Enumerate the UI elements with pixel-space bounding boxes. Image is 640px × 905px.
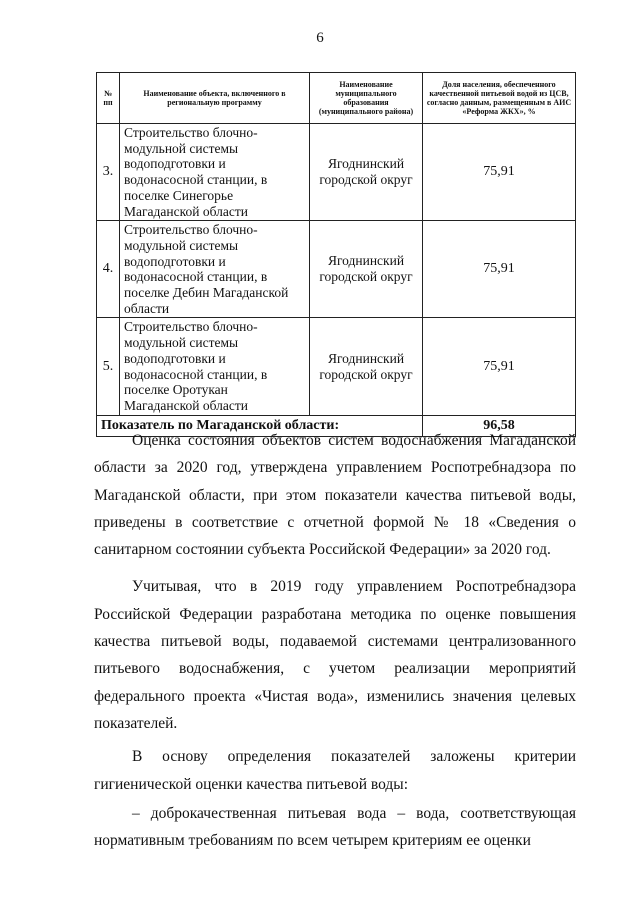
row-population-share: 75,91 — [423, 318, 576, 415]
header-num: № пп — [97, 73, 120, 124]
header-population-share: Доля населения, обеспеченного качественной питьевой водой из ЦСВ, согласно данным, размещенным в АИС «Реформа ЖКХ», % — [423, 73, 576, 124]
paragraph-criteria-intro: В основу определения показателей заложены критерии гигиенической оценки качества питьевой воды: — [94, 748, 576, 793]
total-value: 96,58 — [423, 415, 576, 436]
page-number: 6 — [316, 30, 324, 46]
row-num: 4. — [97, 221, 120, 318]
row-object-name: Строительство блочно-модульной системы водоподготовки и водонасосной станции, в поселке Оротукан Магаданской области — [120, 318, 310, 415]
row-municipality: Ягоднинский городской округ — [310, 124, 423, 221]
row-object-name: Строительство блочно-модульной системы водоподготовки и водонасосной станции, в поселке Синегорье Магаданской области — [120, 124, 310, 221]
total-label: Показатель по Магаданской области: — [97, 415, 423, 436]
row-municipality: Ягоднинский городской округ — [310, 221, 423, 318]
table-header-row — [97, 73, 576, 124]
row-municipality: Ягоднинский городской округ — [310, 318, 423, 415]
header-municipality: Наименование муниципального образования (муниципального района) — [310, 73, 423, 124]
table-row — [97, 221, 576, 318]
paragraph-methodology: Учитывая, что в 2019 году управлением Роспотребнадзора Российской Федерации разработана методика по оценке повышения качества питьевой воды, подаваемой системами централизованного питьевого водоснабжения, с учетом реализации мероприятий федерального проекта «Чистая вода», изменились значения целевых показателей. — [94, 578, 576, 732]
header-object-name: Наименование объекта, включенного в региональную программу — [120, 73, 310, 124]
row-population-share: 75,91 — [423, 221, 576, 318]
body-text — [94, 427, 576, 854]
row-population-share: 75,91 — [423, 124, 576, 221]
row-num: 5. — [97, 318, 120, 415]
row-object-name: Строительство блочно-модульной системы водоподготовки и водонасосной станции, в поселке Дебин Магаданской области — [120, 221, 310, 318]
row-num: 3. — [97, 124, 120, 221]
paragraph-assessment: Оценка состояния объектов систем водоснабжения Магаданской области за 2020 год, утверждена управлением Роспотребнадзора по Магаданской области, при этом показатели качества питьевой воды, приведены в соответствие с отчетной формой № 18 «Сведения о санитарном состоянии субъекта Российской Федерации» за 2020 год. — [94, 432, 576, 559]
paragraph-criteria-item: – доброкачественная питьевая вода – вода, соответствующая нормативным требованиям по всем четырем критериям ее оценки — [94, 804, 576, 850]
objects-table — [96, 72, 576, 437]
table-row — [97, 124, 576, 221]
table-row — [97, 318, 576, 415]
